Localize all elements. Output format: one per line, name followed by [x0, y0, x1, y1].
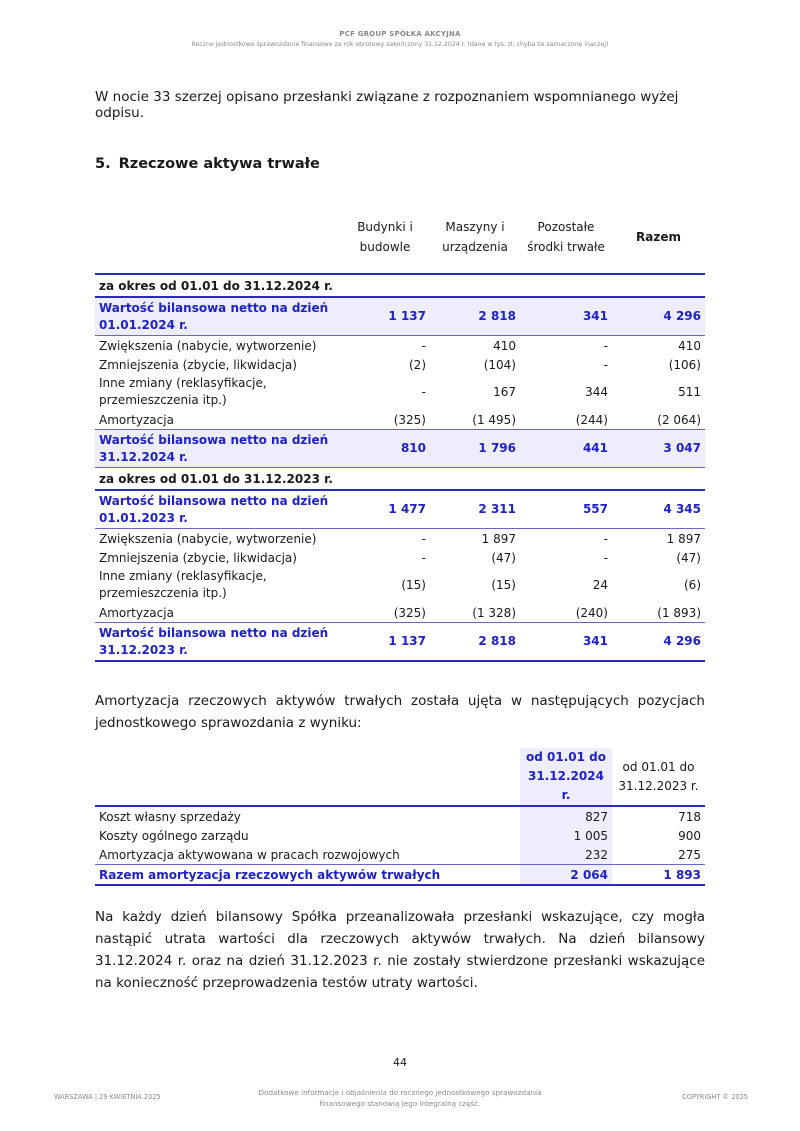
value-cell: 900 [678, 828, 701, 843]
report-subtitle: Roczne jednostkowe sprawozdanie finansowe za rok obrotowy zakończony 31.12.2024 r. (dane w tys. zł, chyba że zaznaczone inaczej) [191, 41, 609, 48]
column-header: Maszyny i urządzenia [430, 203, 520, 274]
intro-paragraph: W nocie 33 szerzej opisano przesłanki związane z rozpoznaniem wspomnianego wyżej odpisu. [95, 89, 679, 121]
value-cell: 341 [520, 297, 612, 336]
row-label: Zmniejszenia (zbycie, likwidacja) [99, 357, 297, 372]
column-header: od 01.01 do 31.12.2023 r. [612, 748, 705, 806]
section-number: 5. [95, 156, 111, 172]
value-cell: 1 137 [340, 623, 430, 662]
row-label: Zmniejszenia (zbycie, likwidacja) [99, 550, 297, 565]
column-header: Pozostałe środki trwałe [520, 203, 612, 274]
value-cell: - [603, 338, 608, 353]
value-cell: 1 893 [612, 865, 705, 886]
row-label: Koszty ogólnego zarządu [99, 828, 249, 843]
value-cell: 1 897 [666, 531, 701, 546]
depreciation-table [95, 748, 705, 886]
balance-row [95, 623, 705, 662]
row-label: Inne zmiany (reklasyfikacje, przemieszczenia itp.) [99, 376, 267, 407]
row-label: Wartość bilansowa netto na dzień 01.01.2024 r. [95, 297, 340, 336]
value-cell: (325) [340, 603, 430, 623]
value-cell: 718 [678, 809, 701, 824]
table-row [95, 374, 705, 410]
value-cell: 827 [520, 806, 612, 826]
balance-row [95, 430, 705, 468]
value-cell: 2 064 [520, 865, 612, 886]
row-label: Wartość bilansowa netto na dzień 01.01.2023 r. [95, 490, 340, 529]
value-cell: 2 311 [430, 490, 520, 529]
row-label: Amortyzacja aktywowana w pracach rozwojowych [99, 847, 400, 862]
value-cell: 24 [592, 577, 608, 592]
footer-note: Dodatkowe informacje i objaśnienia do rocznego jednostkowego sprawozdania finansowego stanowią jego integralną część. [258, 1088, 542, 1108]
value-cell: 4 345 [612, 490, 705, 529]
table-row [95, 826, 705, 845]
value-cell: (47) [491, 550, 516, 565]
value-cell: - [421, 531, 426, 546]
value-cell: 4 296 [612, 623, 705, 662]
value-cell: 341 [520, 623, 612, 662]
value-cell: (1 495) [430, 410, 520, 430]
table-row [95, 845, 705, 865]
column-header: od 01.01 do 31.12.2024 r. [520, 748, 612, 806]
value-cell: (2 064) [612, 410, 705, 430]
balance-row [95, 490, 705, 529]
page-number: 44 [393, 1056, 407, 1069]
value-cell: 1 005 [520, 826, 612, 845]
value-cell: 410 [493, 338, 516, 353]
column-header: Budynki i budowle [340, 203, 430, 274]
table-row [95, 410, 705, 430]
period-row [95, 468, 705, 491]
value-cell: - [603, 357, 608, 372]
value-cell: (15) [401, 577, 426, 592]
value-cell: 2 818 [430, 297, 520, 336]
balance-row [95, 297, 705, 336]
company-name: PCF GROUP SPÓŁKA AKCYJNA [339, 30, 461, 38]
value-cell: - [421, 384, 426, 399]
value-cell: (1 893) [612, 603, 705, 623]
value-cell: 3 047 [612, 430, 705, 468]
page-header [0, 30, 800, 48]
table-row [95, 806, 705, 826]
table-row [95, 336, 705, 356]
value-cell: 232 [520, 845, 612, 865]
footer-date: WARSZAWA | 29 KWIETNIA 2025 [54, 1093, 161, 1101]
value-cell: (2) [409, 357, 426, 372]
value-cell: 810 [340, 430, 430, 468]
row-label: Amortyzacja [95, 410, 340, 430]
row-label: Koszt własny sprzedaży [99, 809, 241, 824]
row-label: Inne zmiany (reklasyfikacje, przemieszczenia itp.) [99, 569, 267, 600]
table-row [95, 529, 705, 549]
value-cell: 344 [585, 384, 608, 399]
value-cell: 410 [678, 338, 701, 353]
value-cell: 1 897 [481, 531, 516, 546]
fixed-assets-table-body [95, 274, 705, 661]
section-heading [95, 156, 320, 172]
value-cell: (15) [491, 577, 516, 592]
value-cell: 4 296 [612, 297, 705, 336]
value-cell: 2 818 [430, 623, 520, 662]
row-label: Razem amortyzacja rzeczowych aktywów trwałych [95, 865, 520, 886]
row-label: Wartość bilansowa netto na dzień 31.12.2023 r. [95, 623, 340, 662]
value-cell: 1 796 [430, 430, 520, 468]
total-row [95, 865, 705, 886]
table-row [95, 548, 705, 567]
fixed-assets-table [95, 203, 705, 662]
row-label: Zwiększenia (nabycie, wytworzenie) [99, 531, 317, 546]
value-cell: (106) [668, 357, 701, 372]
table-row [95, 603, 705, 623]
value-cell: 511 [678, 384, 701, 399]
value-cell: - [421, 338, 426, 353]
row-label: Amortyzacja [95, 603, 340, 623]
value-cell: 1 137 [340, 297, 430, 336]
period-label: za okres od 01.01 do 31.12.2024 r. [95, 274, 705, 297]
table-row [95, 567, 705, 603]
value-cell: (104) [483, 357, 516, 372]
value-cell: - [603, 531, 608, 546]
depreciation-table-body [95, 806, 705, 885]
value-cell: (244) [520, 410, 612, 430]
value-cell: 275 [678, 847, 701, 862]
row-label: Wartość bilansowa netto na dzień 31.12.2024 r. [95, 430, 340, 468]
value-cell: 441 [520, 430, 612, 468]
table-row [95, 355, 705, 374]
column-header: Razem [612, 203, 705, 274]
section-title: Rzeczowe aktywa trwałe [118, 156, 320, 172]
value-cell: - [421, 550, 426, 565]
footer-copyright: COPYRIGHT © 2025 [682, 1093, 748, 1101]
value-cell: (240) [520, 603, 612, 623]
value-cell: 167 [493, 384, 516, 399]
table-header-row [95, 203, 705, 274]
value-cell: (6) [684, 577, 701, 592]
value-cell: (325) [340, 410, 430, 430]
depreciation-paragraph: Amortyzacja rzeczowych aktywów trwałych została ujęta w następujących pozycjach jednostkowego sprawozdania z wyniku: [95, 693, 705, 731]
value-cell: - [603, 550, 608, 565]
impairment-paragraph: Na każdy dzień bilansowy Spółka przeanalizowała przesłanki wskazujące, czy mogła nastąpić utrata wartości dla rzeczowych aktywów trwałych. Na dzień bilansowy 31.12.2024 r. oraz na dzień 31.12.2023 r. nie zostały stwierdzone przesłanki wskazujące na konieczność przeprowadzenia testów utraty wartości. [95, 909, 705, 991]
row-label: Zwiększenia (nabycie, wytworzenie) [99, 338, 317, 353]
table-header-row [95, 748, 705, 806]
value-cell: 557 [520, 490, 612, 529]
value-cell: (47) [676, 550, 701, 565]
value-cell: (1 328) [430, 603, 520, 623]
value-cell: 1 477 [340, 490, 430, 529]
period-label: za okres od 01.01 do 31.12.2023 r. [95, 468, 705, 491]
period-row [95, 274, 705, 297]
